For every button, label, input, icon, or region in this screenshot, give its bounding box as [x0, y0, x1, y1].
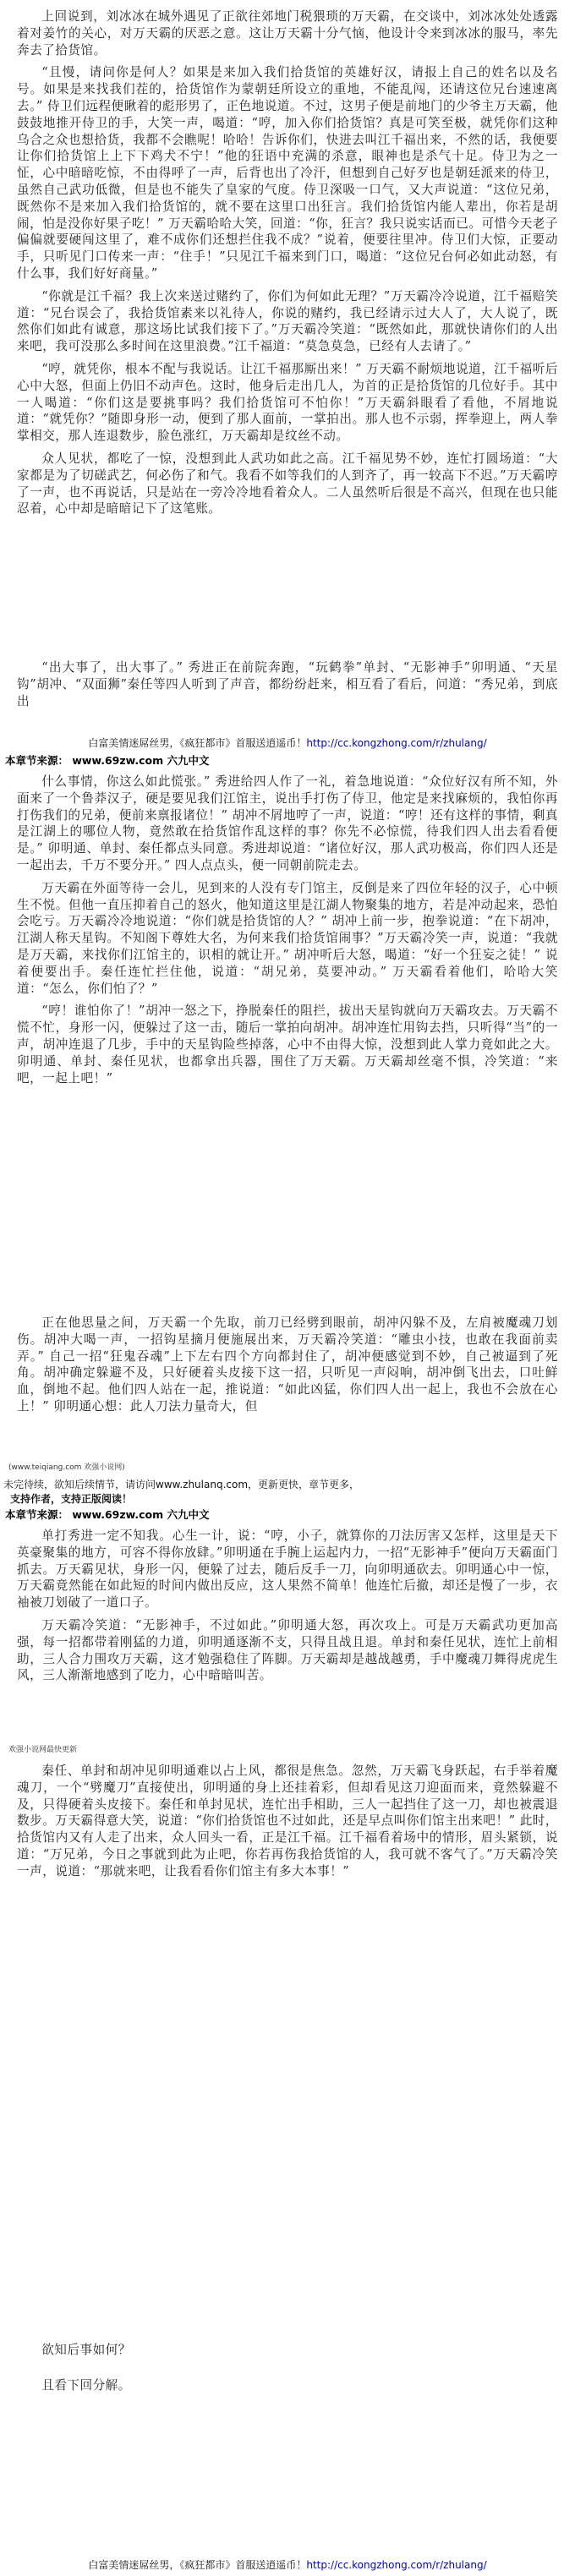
- text-block-2: [5, 651, 570, 729]
- source-url[interactable]: www.69zw.com: [72, 1508, 164, 1521]
- paragraph: “哼！谁怕你了！”胡冲一怒之下，挣脱秦任的阻拦，拔出天星钩就向万天霸攻去。万天霸不慌不忙，身形一闪，便躲过了这一击，随后一掌拍向胡冲。胡冲连忙用钩去挡，只听得“当”的一声，胡冲连退了几步，手中的天星钩险些掉落，心中不由得大惊，没想到此人掌力竟如此之大。卯明通、单封、秦任见状，也都拿出兵器，围住了万天霸。万天霸却丝毫不惧，冷笑道：“来吧，一起上吧！”: [17, 1004, 558, 1086]
- paragraph: 且看下回分解。: [41, 2377, 131, 2393]
- promo-link[interactable]: http://cc.kongzhong.com/r/zhulang/: [306, 2559, 487, 2571]
- promo-link[interactable]: http://cc.kongzhong.com/r/zhulang/: [306, 737, 487, 749]
- paragraph: 万天霸在外面等待一会儿，见到来的人没有专门馆主，反倒是来了四位年轻的汉子，心中顿生不悦。但他一直压抑着自己的怒火，他知道这里是江湖人物聚集的地方，若是冲动起来，恐怕会吃亏。万天霸冷冷地说道：“你们就是拾货馆的人？” 胡冲上前一步，抱拳说道：“在下胡冲，江湖人称天星钩。不知阁下尊姓大名，为何来我们拾货馆闹事？”万天霸冷笑一声，说道：“我就是万天霸，来找你们江馆主的，识相的就让开。” 胡冲听后大怒，喝道：“好一个狂妄之徒！” 说着便要出手。秦任连忙拦住他，说道：“胡兄弟，莫要冲动。” 万天霸看着他们，哈哈大笑道：“怎么，你们怕了？”: [17, 880, 558, 996]
- paragraph: 正在他思量之间，万天霸一个先取，前刀已经劈到眼前，胡冲闪躲不及，左肩被魔魂刀划伤。胡冲大喝一声，一招钩星摘月便施展出来，万天霸冷笑道：“雕虫小技，也敢在我面前卖弄。” 自己一招“狂鬼吞魂”上下左右四个方向都封住了，胡冲便感觉到不妙，自己被逼到了死角。胡冲确定躲避不及，只好硬着头皮接下这一招，只听见一声闷响，胡冲倒飞出去，口吐鲜血，倒地不起。他们四人站在一起，推说道：“如此凶猛，你们四人出一起上，我也不会放在心上！” 卯明通心想：此人刀法力量奇大，但: [17, 1315, 558, 1414]
- text-block-7: [5, 2333, 570, 2469]
- text-block-4: [5, 1306, 570, 1458]
- paragraph: “且慢，请问你是何人？如果是来加入我们拾货馆的英雄好汉，请报上自己的姓名以及名号。如果是来找我们茬的，拾货馆作为蒙朝廷所设立的重地，不能乱闯，还请这位兄台速速离去。” 侍卫们远程便瞅着的彪形男了，正色地说道。不过，这男子便是前地门的少爷主万天霸，他鼓鼓地推开侍卫的手，大笑一声，喝道：“哼，加入你们拾货馆？真是可笑至极，就凭你们这种乌合之众也想拾货，我都不会瞧呢！哈哈！告诉你们，快进去叫江千福出来，不然的话，我便要让你们拾货馆上上下下鸡犬不宁！”他的狂语中充满的杀意，眼神也是杀气十足。侍卫为之一怔，心中暗暗吃惊，不由得呼了一声，后背也出了冷汗，但想到自己好歹也是朝廷派来的侍卫，虽然自己武功低微，但是也不能失了皇家的气度。侍卫深吸一口气，又大声说道：“这位兄弟，既然你不是来加入我们拾货馆的，就不要在这里口出狂言。我们拾货馆内能人辈出，你若是胡闹，怕是没你好果子吃！” 万天霸哈哈大笑，回道：“你，狂言？我只说实话而已。可惜今天老子偏偏就要硬闯这里了，难不成你们还想拦住我不成？”说着，便要往里冲。侍卫们大惊，正要动手，只听见门口传来一声：“住手！”只见江千福来到门口，喝道：“这位兄台何必如此动怒，有什么事，我们好好商量。”: [17, 65, 558, 281]
- source-label: 本章节来源: [5, 1508, 58, 1521]
- paragraph: “哼，就凭你，根本不配与我说话。让江千福那厮出来！” 万天霸不耐烦地说道，江千福听后心中大怒，但面上仍旧不动声色。这时，他身后走出几人，为首的正是拾货馆的几位好手。其中一人喝道：“你们这是要挑事吗？我们拾货馆可不怕你！”万天霸斜眼看了看他，不屑地说道：“就凭你？”随即身形一动，便到了那人面前，一掌拍出。那人也不示弱，挥拳迎上，两人拳掌相交，那人连退数步，脸色涨红，万天霸却是纹丝不动。: [17, 361, 558, 444]
- text-block-3: [5, 765, 570, 1205]
- source-site-name: 六九中文: [167, 1508, 210, 1521]
- paragraph: 万天霸冷笑道：“无影神手，不过如此。”卯明通大怒，再次攻上。可是万天霸武功更加高强，每一招都带着刚猛的力道，卯明通逐渐不支，只得且战且退。单封和秦任见状，连忙上前相助，三人合力围攻万天霸，这才勉强稳住了阵脚。万天霸却是越战越勇，手中魔魂刀舞得虎虎生风，三人渐渐地感到了吃力，心中暗暗叫苦。: [17, 1617, 558, 1683]
- paragraph: 什么事情，你这么如此慌张。” 秀进给四人作了一礼，着急地说道：“众位好汉有所不知，外面来了一个鲁莽汉子，硬是要见我们江馆主，说出手打伤了侍卫，他定是来找麻烦的，我怕你再打伤我们的兄弟，便前来禀报诸位！” 胡冲不屑地哼了一声，说道：“哼！还有这样的事情，剩真是江湖上的哪位人物，竟然敢在拾货馆作乱这样的事？你先不必惊慌，待我们四人出去看看便是。” 卯明通、单封、秦任都点头同意。秀进却说道：“诸位好汉，那人武功极高，你们四人还是一起出去，千万不要分开。” 四人点点头，便一同朝前院走去。: [17, 774, 558, 872]
- paragraph: 秦任、单封和胡冲见卯明通难以占上风，都很是焦急。忽然，万天霸飞身跃起，右手举着魔魂刀，一个“劈魔刀”直接使出，卯明通的身上还挂着彩，但却看见这刀迎面而来，竟然躲避不及，只得硬着头皮接下。秦任和单封见状，连忙出手相助，三人一起挡住了这一刀，却也被震退数步。万天霸得意大笑，说道：“你们拾货馆也不过如此，还是早点叫你们馆主出来吧！” 此时，拾货馆内又有人走了出来，众人回头一看，正是江千福。江千福看着场中的情形，眉头紧锁，说道：“万兄弟，今日之事就到此为止吧，你若再伤我拾货馆的人，我可就不客气了。”万天霸冷笑一声，说道：“那就来吧，让我看看你们馆主有多大本事！”: [17, 1764, 558, 1879]
- source-url[interactable]: www.69zw.com: [72, 754, 164, 767]
- paragraph: “你就是江千福？我上次来送过赌约了，你们为何如此无理？”万天霸冷冷说道，江千福赔笑道：“兄台误会了，我拾货馆素来以礼待人，你说的赌约，我已经请示过大人了，大人说了，既然你们如此有诚意，那这场比试我们接下了。”万天霸冷笑道：“既然如此，那就快请你们的人出来吧，我可没那么多时间在这里浪费。”江千福道：“莫急莫急，已经有人去请了。”: [17, 288, 558, 354]
- source-site-name: 六九中文: [167, 754, 210, 767]
- source-label: 本章节来源: [5, 754, 58, 767]
- promo-ad-line: [0, 736, 575, 750]
- chapter-source-line: 本章节来源： www.69zw.com 六九中文: [5, 1508, 210, 1521]
- site-watermark: 欢强小说网最快更新: [8, 1746, 78, 1754]
- paragraph: 上回说到，刘冰冰在城外遇见了正欲往郊地门税猥琐的万天霸，在交谈中，刘冰冰处处透露着对姜竹的关心，对万天霸的厌恶之意。这让万天霸十分气恼，他设计令来到冰冰的服马，率先奔去了拾货馆。: [17, 9, 558, 57]
- continue-note-text: 未完待续，欲知后续情节，请访问www.zhulanq.com，更新更快，章节更多，: [3, 1479, 360, 1490]
- paragraph: “出大事了，出大事了。” 秀进正在前院奔跑，“玩鹤拳”单封、“无影神手”卯明通、“天星钩”胡冲、“双面狮”秦任等四人听到了声音，都纷纷赶来，相互看了看后，问道：“秀兄弟，到底出: [17, 660, 558, 708]
- paragraph: 欲知后事如何？: [41, 2343, 131, 2357]
- continue-reading-note: [3, 1477, 359, 1491]
- site-watermark: (www.teiqiang.com 欢强小说网): [8, 1463, 125, 1472]
- text-block-1: [5, 0, 570, 638]
- promo-ad-line: [0, 2557, 575, 2572]
- support-author-note: 支持作者，支持正版阅读！: [10, 1493, 133, 1505]
- text-block-6: [5, 1754, 570, 2114]
- promo-text: 白富美情迷屌丝男，《疯狂都市》首服送逍遥币！: [88, 2559, 307, 2571]
- paragraph: 单打秀进一定不知我。心生一计，说：“哼，小子，就算你的刀法厉害又怎样，这里是天下英豪聚集的地方，可容不得你放肆。”卯明通在手腕上运起内力，一招“无影神手”便向万天霸面门抓去。万天霸见状，身形一闪，便躲了过去，随后反手一刀，向卯明通砍去。卯明通心中一惊，万天霸竟然能在如此短的时间内做出反应，这人果然不简单！他连忙后撤，却还是慢了一步，衣袖被刀划破了一道口子。: [17, 1529, 558, 1611]
- text-block-5: [5, 1519, 570, 1741]
- paragraph: 众人见状，都吃了一惊，没想到此人武功如此之高。江千福见势不妙，连忙打圆场道：“大家都是为了切磋武艺，何必伤了和气。我看不如等我们的人到齐了，再一较高下不迟。”万天霸哼了一声，也不再说话，只是站在一旁冷冷地看着众人。二人虽然听后很是不高兴，但现在也只能忍着，心中却是暗暗记下了这笔账。: [17, 451, 558, 517]
- promo-text: 白富美情迷屌丝男，《疯狂都市》首服送逍遥币！: [88, 737, 307, 749]
- chapter-source-line: 本章节来源： www.69zw.com 六九中文: [5, 754, 210, 767]
